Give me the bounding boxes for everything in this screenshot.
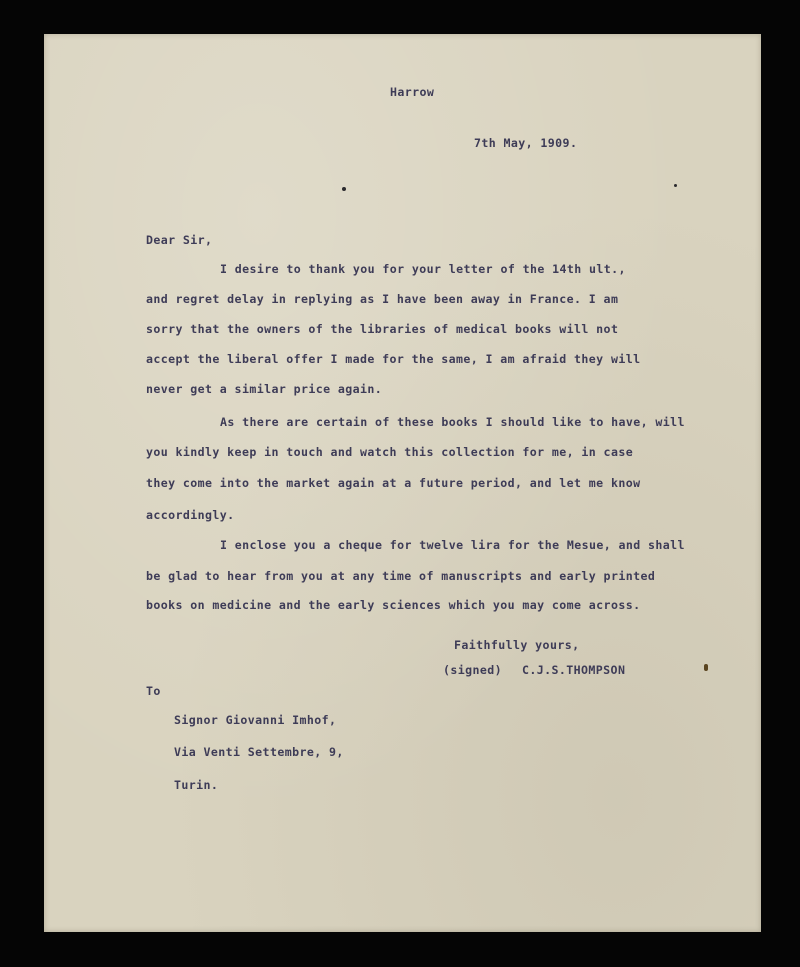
signature-prefix: (signed) [443, 663, 503, 677]
body-line: I enclose you a cheque for twelve lira for the Mesue, and shall [220, 538, 685, 552]
body-line: and regret delay in replying as I have been away in France. I am [146, 292, 619, 306]
letter-place: Harrow [390, 85, 435, 99]
recipient-street: Via Venti Settembre, 9, [174, 745, 344, 759]
ink-dot [674, 184, 677, 187]
signature-name: C.J.S.THOMPSON [522, 663, 626, 677]
recipient-name: Signor Giovanni Imhof, [174, 713, 337, 727]
letter-date: 7th May, 1909. [474, 136, 578, 150]
letter-closing: Faithfully yours, [454, 638, 580, 652]
body-line: they come into the market again at a future period, and let me know [146, 476, 641, 490]
recipient-to: To [146, 684, 161, 698]
body-line: sorry that the owners of the libraries of medical books will not [146, 322, 619, 336]
body-line: I desire to thank you for your letter of the 14th ult., [220, 262, 626, 276]
body-line: accordingly. [146, 508, 235, 522]
body-line: books on medicine and the early sciences which you may come across. [146, 598, 641, 612]
body-line: be glad to hear from you at any time of manuscripts and early printed [146, 569, 656, 583]
body-line: never get a similar price again. [146, 382, 383, 396]
body-line: As there are certain of these books I should like to have, will [220, 415, 685, 429]
ink-blot [704, 664, 708, 671]
letter-page [44, 34, 761, 932]
body-line: you kindly keep in touch and watch this collection for me, in case [146, 445, 634, 459]
body-line: accept the liberal offer I made for the same, I am afraid they will [146, 352, 641, 366]
recipient-city: Turin. [174, 778, 219, 792]
letter-salutation: Dear Sir, [146, 233, 213, 247]
ink-dot [342, 187, 346, 191]
